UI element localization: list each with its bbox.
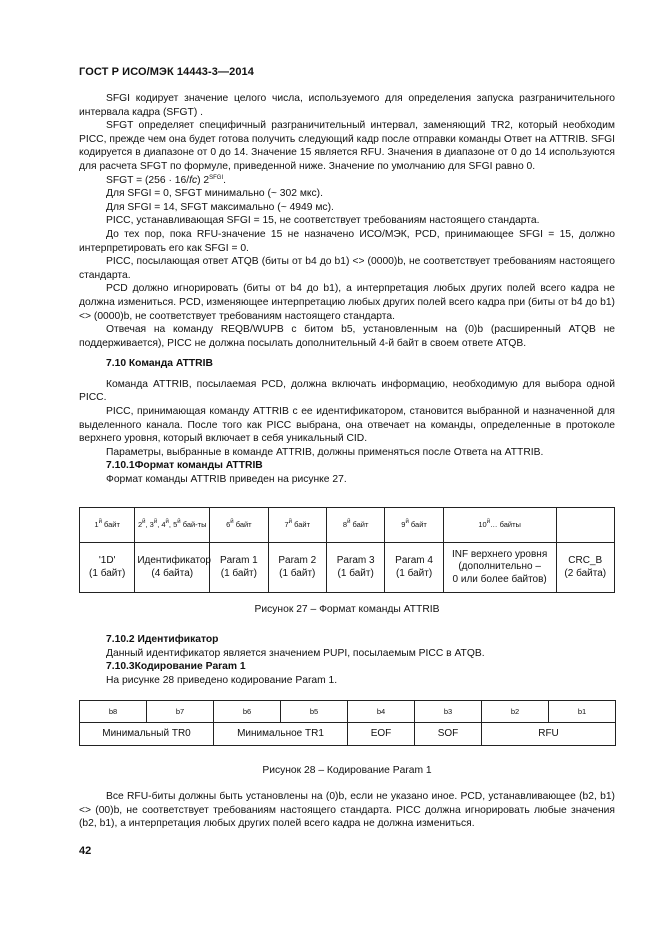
section-heading: 7.10.2 Идентификатор (106, 634, 219, 645)
data-cell: Param 2 (1 байт) (268, 543, 326, 593)
bit-cell: b6 (214, 701, 281, 723)
paragraph: На рисунке 28 приведено кодирование Param 1. (106, 674, 338, 686)
bit-cell: b4 (348, 701, 415, 723)
subsection-heading: 7.10.3Кодирование Param 1 (106, 661, 246, 673)
formula-part: SFGT = (256 · 16/ (106, 174, 190, 186)
data-cell: Param 3 (1 байт) (326, 543, 384, 593)
formula-part: . (223, 174, 227, 186)
section-heading: 7.10 Команда ATTRIB (106, 358, 213, 370)
field-cell: RFU (482, 723, 616, 746)
data-cell: CRC_B (2 байта) (556, 543, 614, 593)
bit-row (80, 701, 616, 723)
text-block-top (79, 92, 615, 487)
header-cell: $7^й$ байт (268, 508, 326, 543)
paragraph: PICC, принимающая команду ATTRIB с ее идентификатором, становится выбранной и назначенной для выделенного канала. После того как PICC выбрана, она отвечает на команды, определенные в протоколе верхнего уровня, который включает в себя уникальный CID. (79, 406, 615, 445)
paragraph: PICC, устанавливающая SFGI = 15, не соответствует требованиям настоящего стандарта. (106, 215, 540, 227)
figure-caption: Рисунок 28 – Кодирование Param 1 (262, 765, 432, 776)
header-cell: $10^й\dots$ байты (443, 508, 556, 543)
data-cell: Идентификатор (4 байта) (135, 543, 210, 593)
paragraph: SFGT определяет специфичный разграничительный интервал, заменяющий TR2, который необходим PICC, прежде чем она будет готова получить следующий кадр после отправки команды Ответ на ATTRIB. SFGI кодируется в диапазоне от 0 до 14. Значение 15 является RFU. Значения в диапазоне от 0 до 14 используются для расчета SFGT по формуле, приведенной ниже. Значение по умолчанию для SFGI равно 0. (79, 120, 615, 172)
header-cell: $9^й$ байт (385, 508, 443, 543)
header-cell: $8^й$ байт (326, 508, 384, 543)
paragraph: Параметры, выбранные в команде ATTRIB, должны применяться после Ответа на ATTRIB. (106, 446, 544, 458)
formula-fc: fc (189, 174, 198, 186)
paragraph: До тех пор, пока RFU-значение 15 не назначено ИСО/МЭК, PCD, принимающее SFGI = 15, должно интерпретировать его как SFGI = 0. (79, 228, 615, 254)
data-cell: INF верхнего уровня (дополнительно – 0 или более байтов) (443, 543, 556, 593)
header-cell: $1^й$ байт (80, 508, 135, 543)
data-cell: '1D' (1 байт) (80, 543, 135, 593)
paragraph: Команда ATTRIB, посылаемая PCD, должна включать информацию, необходимую для выбора одной PICC. (79, 378, 615, 404)
data-cell: Param 1 (1 байт) (210, 543, 268, 593)
paragraph: Данный идентификатор является значением PUPI, посылаемым PICC в ATQB. (106, 647, 485, 659)
field-cell: Минимальный TR0 (80, 723, 214, 746)
formula-part: ) 2 (197, 174, 210, 186)
text-block-bottom (79, 790, 615, 831)
bit-cell: b1 (549, 701, 616, 723)
figure-caption: Рисунок 27 – Формат команды ATTRIB (254, 604, 440, 615)
data-cell: Param 4 (1 байт) (385, 543, 443, 593)
paragraph: Формат команды ATTRIB приведен на рисунке 27. (106, 474, 347, 486)
attrib-format-table (79, 507, 615, 593)
bit-cell: b2 (482, 701, 549, 723)
field-cell: SOF (415, 723, 482, 746)
field-cell: Минимальное TR1 (214, 723, 348, 746)
paragraph: Все RFU-биты должны быть установлены на (0)b, если не указано иное. PCD, устанавливающее (b2, b1) <> (00)b, не соответствует требованиям настоящего стандарта. PICC должна игнорировать любые значения (b2, b1), а интерпретация любых других полей всего кадра не должна измениться. (79, 791, 615, 830)
paragraph: PCD должно игнорировать (биты от b4 до b1), а интерпретация любых других полей всего кадра не должна измениться. PCD, изменяющее интерпретацию любых других полей всего кадра при (биты от b4 до b1) <> (0000)b, не соответствует требованиям настоящего стандарта. (79, 283, 615, 322)
text-block-middle (79, 633, 615, 687)
paragraph: Для SFGI = 0, SFGT минимально (~ 302 мкс). (106, 188, 323, 200)
header-cell: $6^й$ байт (210, 508, 268, 543)
bit-cell: b7 (147, 701, 214, 723)
paragraph: Для SFGI = 14, SFGT максимально (~ 4949 мс). (106, 201, 334, 213)
bit-cell: b5 (281, 701, 348, 723)
field-cell: EOF (348, 723, 415, 746)
page-number: 42 (79, 845, 92, 857)
paragraph: SFGI кодирует значение целого числа, используемого для определения запуска разграничительного интервала кадра (SFGT) . (79, 93, 615, 118)
paragraph: PICC, посылающая ответ ATQB (биты от b4 до b1) <> (0000)b, не соответствует требованиям настоящего стандарта. (79, 256, 615, 281)
subsection-heading: 7.10.1Формат команды ATTRIB (106, 460, 263, 472)
table-data-row (80, 543, 615, 593)
field-row (80, 723, 616, 746)
bit-cell: b8 (80, 701, 147, 723)
document-header: ГОСТ Р ИСО/МЭК 14443-3—2014 (79, 66, 254, 78)
header-cell: $2^й$, $3^й$, $4^й$, $5^й$ бай-ты (135, 508, 210, 543)
table-header-row (80, 508, 615, 543)
formula-exponent: SFGI (209, 174, 224, 181)
param1-coding-table (79, 700, 616, 746)
paragraph: Отвечая на команду REQB/WUPB с битом b5, установленным на (0)b (расширенный ATQB не поддерживается), PICC не должна посылать дополнительный 4-й байт в своем ответе ATQB. (79, 324, 615, 349)
bit-cell: b3 (415, 701, 482, 723)
formula (79, 174, 615, 188)
header-cell (556, 508, 614, 543)
